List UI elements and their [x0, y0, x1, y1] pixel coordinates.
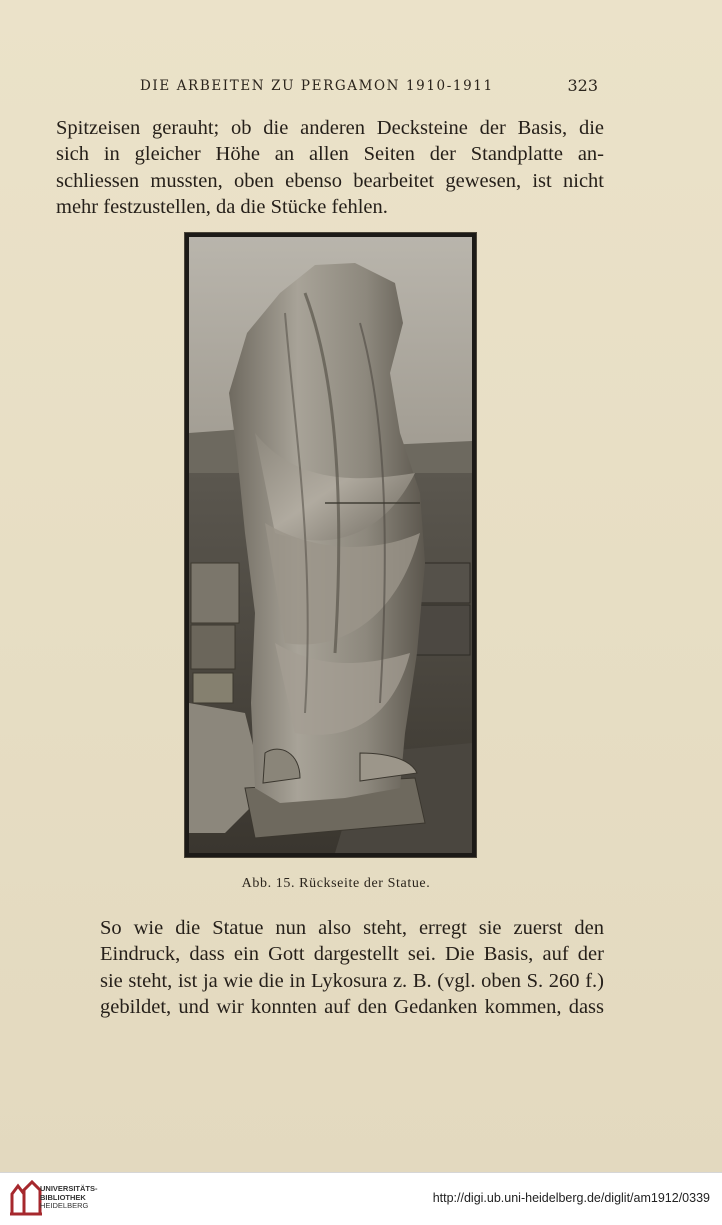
library-footer-bar: [0, 1172, 722, 1225]
library-name-line3: HEIDELBERG: [40, 1201, 89, 1210]
paragraph-top: [56, 115, 604, 221]
running-head-title: DIE ARBEITEN ZU PERGAMON 1910-1911: [140, 78, 494, 94]
text-line: So wie die Statue nun also steht, erregt sie zuerst den: [100, 917, 604, 939]
running-head: [140, 76, 600, 100]
statue-photograph-image: [185, 233, 476, 857]
text-line: Eindruck, dass ein Gott dargestellt sei. Die Basis, auf der: [100, 943, 604, 966]
text-line: gebildet, und wir konnten auf den Gedanken kommen, dass: [100, 996, 604, 1019]
heidelberg-library-logo-icon: [8, 1180, 44, 1218]
statue-photograph: [184, 232, 477, 858]
library-name-line2: BIBLIOTHEK: [40, 1192, 86, 1202]
library-name: [40, 1185, 98, 1211]
text-line: sich in gleicher Höhe an allen Seiten der Standplatte an-: [56, 143, 604, 166]
text-line: schliessen mussten, oben ebenso bearbeitet gewesen, ist nicht: [56, 169, 604, 192]
figure-caption: Abb. 15. Rückseite der Statue.: [241, 876, 431, 891]
library-name-line1: UNIVERSITÄTS-: [40, 1184, 98, 1193]
page-number: 323: [567, 76, 598, 95]
paragraph-bottom: [56, 915, 604, 1021]
text-line: mehr festzustellen, da die Stücke fehlen.: [56, 196, 388, 219]
permalink-url[interactable]: http://digi.ub.uni-heidelberg.de/diglit/am1912/0339: [432, 1191, 710, 1205]
text-line: sie steht, ist ja wie die in Lykosura z. B. (vgl. oben S. 260 f.): [100, 969, 604, 992]
text-line: Spitzeisen gerauht; ob die anderen Decksteine der Basis, die: [56, 117, 604, 139]
